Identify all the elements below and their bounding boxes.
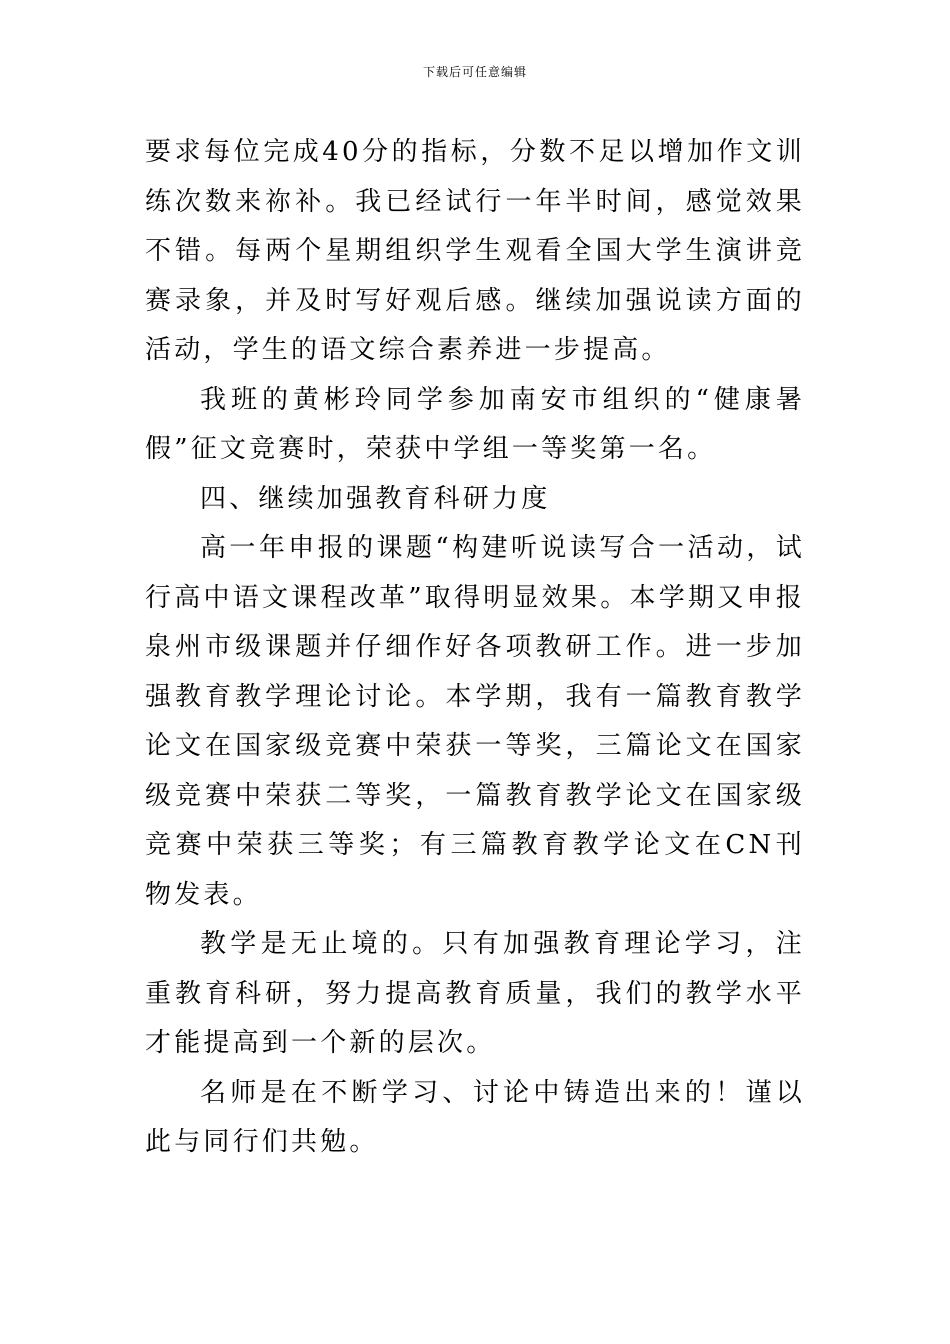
paragraph-closing: 名师是在不断学习、讨论中铸造出来的！谨以此与同行们共勉。: [145, 1077, 805, 1157]
page-header: 下载后可任意编辑: [422, 65, 527, 79]
paragraph-award: 我班的黄彬玲同学参加南安市组织的“健康暑假”征文竞赛时，荣获中学组一等奖第一名。: [145, 384, 805, 464]
paragraph-continued: 要求每位完成40分的指标，分数不足以增加作文训练次数来祢补。我已经试行一年半时间，感觉效果不错。每两个星期组织学生观看全国大学生演讲竞赛录象，并及时写好观后感。继续加强说读方面的活动，学生的语文综合素养进一步提高。: [145, 137, 805, 365]
paragraph-research: 高一年申报的课题“构建听说读写合一活动，试行高中语文课程改革”取得明显效果。本学期又申报泉州市级课题并仔细作好各项教研工作。进一步加强教育教学理论讨论。本学期，我有一篇教育教学论文在国家级竞赛中荣获一等奖，三篇论文在国家级竞赛中荣获二等奖，一篇教育教学论文在国家级竞赛中荣获三等奖；有三篇教育教学论文在CN刊物发表。: [145, 533, 805, 910]
document-body: [145, 128, 805, 1168]
section-heading: 四、继续加强教育科研力度: [200, 483, 551, 514]
paragraph-teaching: 教学是无止境的。只有加强教育理论学习，注重教育科研，努力提高教育质量，我们的教学水平才能提高到一个新的层次。: [145, 929, 805, 1058]
